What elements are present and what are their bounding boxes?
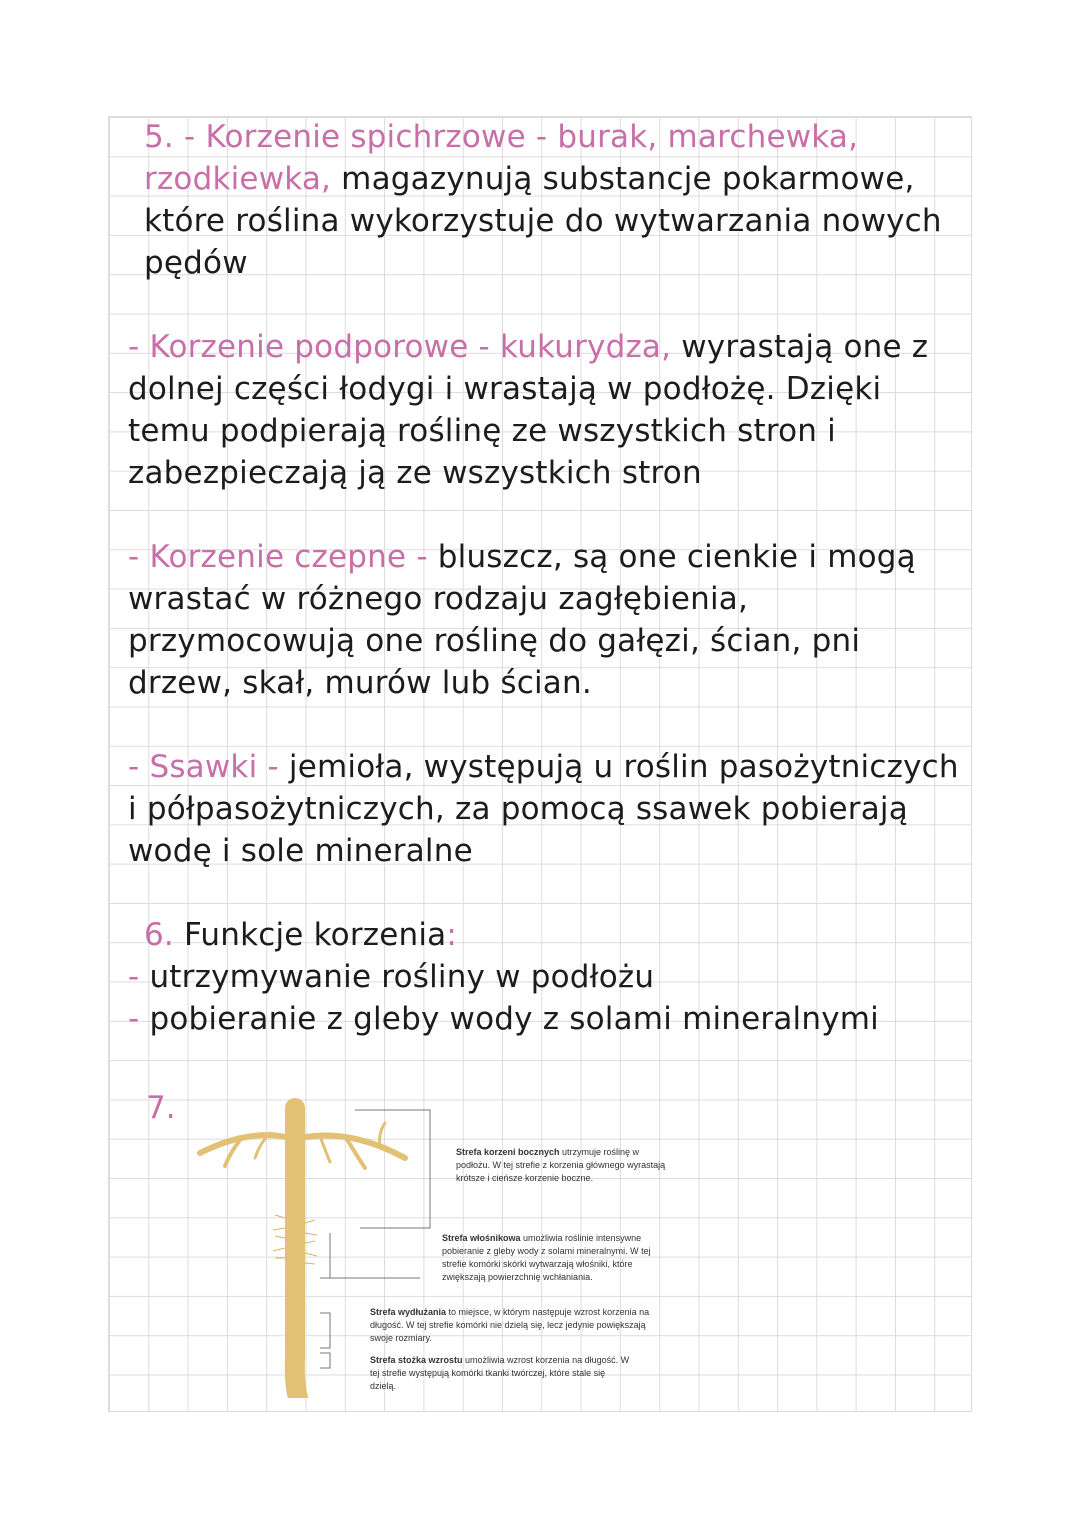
section6-title: Funkcje korzenia (184, 917, 447, 953)
prop-roots-text: wyrastają one z dolnej części łodygi i wrastają w podłożę. Dzięki temu podpierają roślinę ze wszystkich stron i zabezpieczają ją ze wszystkich stron (128, 329, 929, 491)
section6-heading: 6. Funkcje korzenia: (144, 917, 458, 953)
root-diagram-image (180, 1098, 440, 1398)
haustoria-heading: Ssawki - (149, 749, 279, 785)
label-lateral-roots-zone: Strefa korzeni bocznych utrzymuje roślinę w podłożu. W tej strefie z korzenia głównego wyrastają krótsze i cieńsze korzenie boczne. (456, 1147, 666, 1183)
storage-roots-heading: Korzenie spichrzowe - burak, marchewka, rzodkiewka, (144, 119, 859, 197)
item-prop-roots: - Korzenie podporowe - kukurydza, wyrastają one z dolnej części łodygi i wrastają w podłożę. Dzięki temu podpierają roślinę ze wszystkich stron i zabezpieczają ją ze wszystkich stron (128, 329, 929, 491)
haustoria-text: jemioła, występują u roślin pasożytniczych i półpasożytniczych, za pomocą ssawek pobierają wodę i sole mineralne (128, 749, 959, 869)
label-elongation-zone: Strefa wydłużania to miejsce, w którym następuje wzrost korzenia na długość. W tej strefie komórki nie dzielą się, lecz jedynie powiększają swoje rozmiary. (370, 1307, 650, 1343)
label-growth-tip-zone: Strefa stożka wzrostu umożliwia wzrost korzenia na długość. W tej strefie występują komórki tkanki twórczej, które stale się dzielą. (370, 1355, 630, 1391)
item-haustoria: - Ssawki - jemioła, występują u roślin pasożytniczych i półpasożytniczych, za pomocą ssawek pobierają wodę i sole mineralne (128, 749, 959, 869)
prop-roots-heading: Korzenie podporowe - kukurydza, (149, 329, 672, 365)
function-item-2: - pobieranie z gleby wody z solami mineralnymi (128, 1001, 879, 1037)
root-zones-figure (140, 1090, 700, 1410)
climbing-roots-text: bluszcz, są one cienkie i mogą wrastać w różnego rodzaju zagłębienia, przymocowują one roślinę do gałęzi, ścian, pni drzew, skał, murów lub ścian. (128, 539, 916, 701)
section7-number: 7. (146, 1090, 176, 1126)
item-climbing-roots: - Korzenie czepne - bluszcz, są one cienkie i mogą wrastać w różnego rodzaju zagłębienia, przymocowują one roślinę do gałęzi, ścian, pni drzew, skał, murów lub ścian. (128, 539, 916, 701)
notes-content (128, 116, 968, 1040)
storage-roots-text: magazynują substancje pokarmowe, które roślina wykorzystuje do wytwarzania nowych pędów (144, 161, 942, 281)
item-storage-roots: 5. - Korzenie spichrzowe - burak, marchewka, rzodkiewka, magazynują substancje pokarmowe, które roślina wykorzystuje do wytwarzania nowych pędów (144, 119, 942, 281)
section6-number: 6. (144, 917, 174, 953)
label-root-hair-zone: Strefa włośnikowa umożliwia roślinie intensywne pobieranie z gleby wody z solami mineralnymi. W tej strefie komórki skórki wytwarzają włośniki, które zwiększają powierzchnię wchłaniania. (442, 1233, 651, 1282)
climbing-roots-heading: Korzenie czepne - (149, 539, 428, 575)
function-item-1: - utrzymywanie rośliny w podłożu (128, 959, 655, 995)
section5-number: 5. (144, 119, 174, 155)
